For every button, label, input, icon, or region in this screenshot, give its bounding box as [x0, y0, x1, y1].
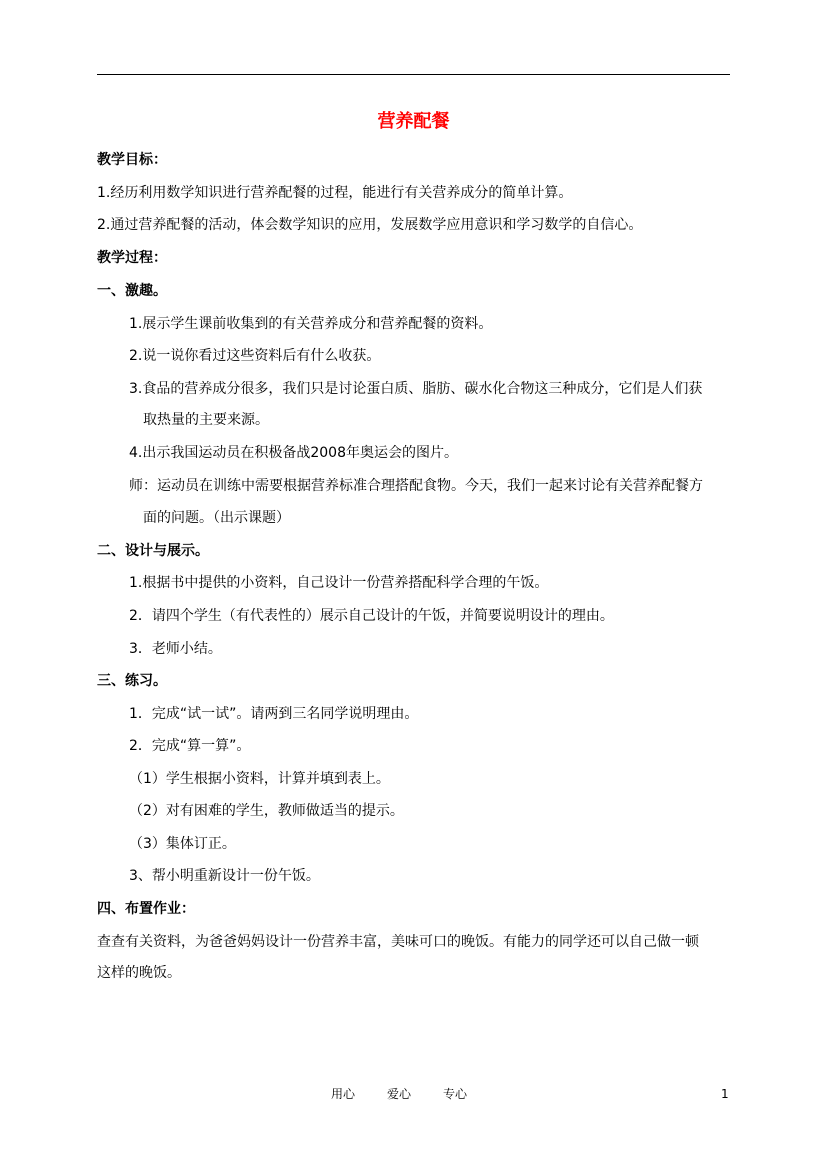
section2-item: 2．请四个学生（有代表性的）展示自己设计的午饭，并简要说明设计的理由。 — [129, 608, 614, 624]
goal-item: 1.经历利用数学知识进行营养配餐的过程，能进行有关营养成分的简单计算。 — [97, 185, 573, 201]
section3-subitem: （2）对有困难的学生，教师做适当的提示。 — [129, 803, 404, 819]
footer-motto: 专心 — [443, 1087, 468, 1101]
footer-motto: 爱心 — [387, 1087, 412, 1101]
homework-text: 查查有关资料，为爸爸妈妈设计一份营养丰富，美味可口的晚饭。有能力的同学还可以自己做一顿 — [97, 934, 699, 950]
teacher-note: 师：运动员在训练中需要根据营养标准合理搭配食物。今天，我们一起来讨论有关营养配餐方 — [129, 478, 703, 494]
goal-item: 2.通过营养配餐的活动，体会数学知识的应用，发展数学应用意识和学习数学的自信心。 — [97, 217, 643, 233]
section3-item: 2．完成“算一算”。 — [129, 738, 251, 754]
header-rule — [97, 74, 730, 75]
section3-subitem: （1）学生根据小资料，计算并填到表上。 — [129, 771, 390, 787]
section1-item: 1.展示学生课前收集到的有关营养成分和营养配餐的资料。 — [129, 316, 493, 332]
section2-item: 1.根据书中提供的小资料，自己设计一份营养搭配科学合理的午饭。 — [129, 575, 549, 591]
section3-item: 3、帮小明重新设计一份午饭。 — [129, 868, 320, 884]
teacher-note: 面的问题。（出示课题） — [143, 510, 290, 526]
document-title: 营养配餐 — [377, 111, 450, 132]
page-number: 1 — [721, 1087, 729, 1101]
section1-item: 2.说一说你看过这些资料后有什么收获。 — [129, 348, 381, 364]
goals-heading: 教学目标： — [97, 152, 167, 168]
section3-subitem: （3）集体订正。 — [129, 836, 236, 852]
section4-heading: 四、布置作业： — [97, 901, 195, 917]
section2-item: 3．老师小结。 — [129, 641, 222, 657]
homework-text: 这样的晚饭。 — [97, 965, 181, 981]
section1-item: 4.出示我国运动员在积极备战2008年奥运会的图片。 — [129, 445, 458, 461]
section1-item: 3.食品的营养成分很多，我们只是讨论蛋白质、脂肪、碳水化合物这三种成分，它们是人们获 — [129, 381, 703, 397]
footer-motto: 用心 — [331, 1087, 356, 1101]
section1-heading: 一、激趣。 — [97, 283, 167, 299]
section1-item: 取热量的主要来源。 — [143, 412, 269, 428]
section3-heading: 三、练习。 — [97, 673, 167, 689]
process-heading: 教学过程： — [97, 250, 167, 266]
section3-item: 1．完成“试一试”。请两到三名同学说明理由。 — [129, 706, 419, 722]
section2-heading: 二、设计与展示。 — [97, 543, 209, 559]
